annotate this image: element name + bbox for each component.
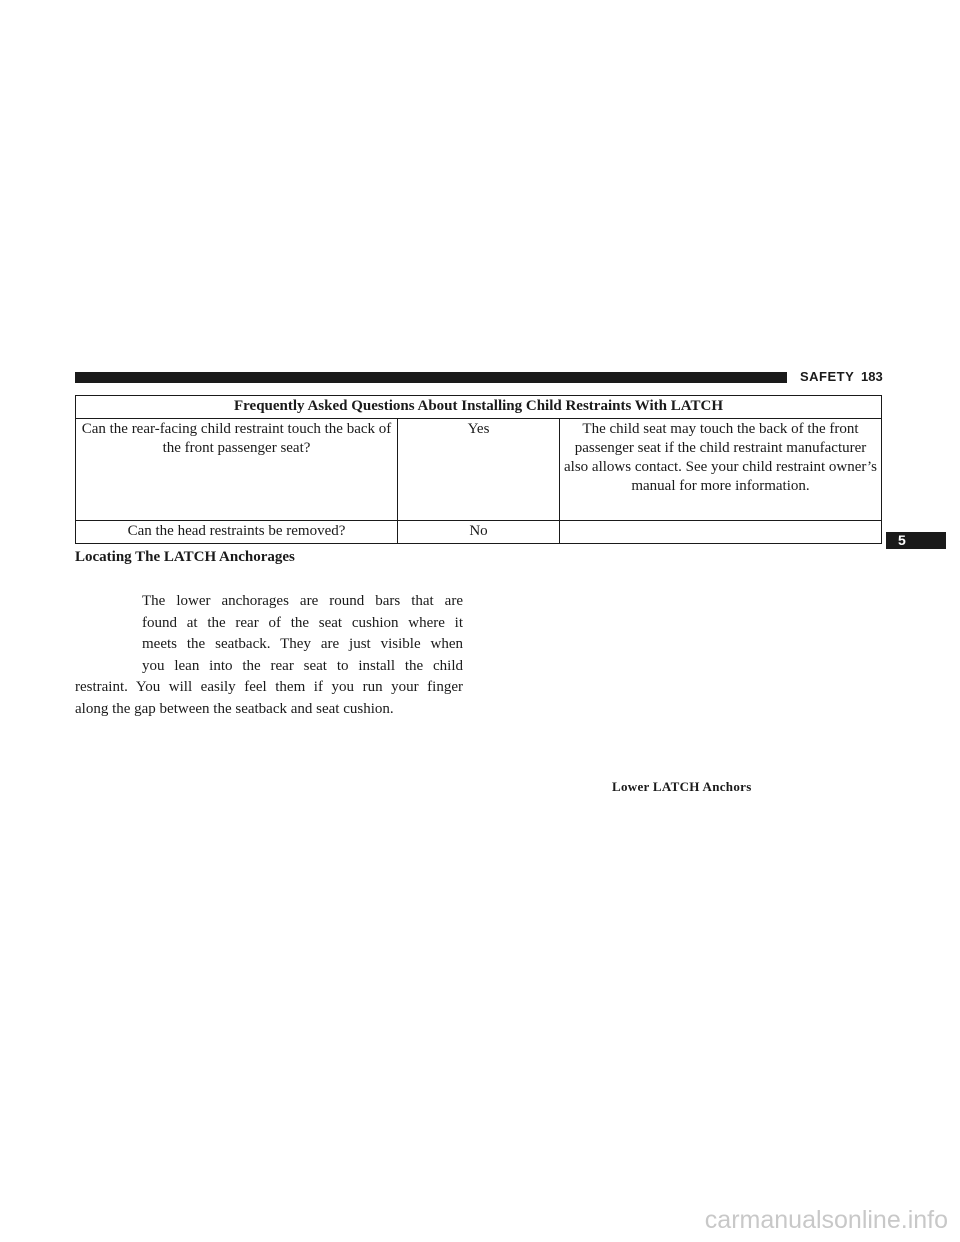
- table-row: [76, 521, 882, 544]
- chapter-tab: 5: [886, 532, 946, 549]
- paragraph-line: found at the rear of the seat cushion where it: [142, 614, 463, 631]
- faq-question: Can the rear-facing child restraint touch the back of the front passenger seat?: [76, 419, 398, 521]
- watermark: carmanualsonline.info: [704, 1206, 948, 1234]
- header-rule: [75, 372, 787, 383]
- faq-answer: No: [398, 521, 560, 544]
- page-number: 183: [861, 369, 883, 384]
- faq-answer: Yes: [398, 419, 560, 521]
- faq-question: Can the head restraints be removed?: [76, 521, 398, 544]
- faq-table: [75, 395, 882, 544]
- figure-caption: Lower LATCH Anchors: [612, 779, 752, 794]
- paragraph-line: The lower anchorages are round bars that are: [142, 593, 463, 609]
- paragraph-line: restraint. You will easily feel them if you run your finger: [75, 679, 463, 695]
- faq-note: The child seat may touch the back of the front passenger seat if the child restraint manufacturer also allows contact. See your child restraint owner’s manual for more information.: [560, 419, 882, 521]
- section-name: SAFETY: [800, 369, 855, 384]
- table-row: [76, 419, 882, 521]
- paragraph-line: you lean into the rear seat to install the child: [142, 657, 463, 674]
- body-paragraph: [75, 591, 463, 720]
- faq-note: [560, 521, 882, 544]
- paragraph-line: meets the seatback. They are just visible when: [142, 636, 463, 652]
- paragraph-line: along the gap between the seatback and seat cushion.: [75, 700, 394, 717]
- faq-table-title: Frequently Asked Questions About Installing Child Restraints With LATCH: [76, 396, 882, 419]
- section-heading: Locating The LATCH Anchorages: [75, 549, 295, 565]
